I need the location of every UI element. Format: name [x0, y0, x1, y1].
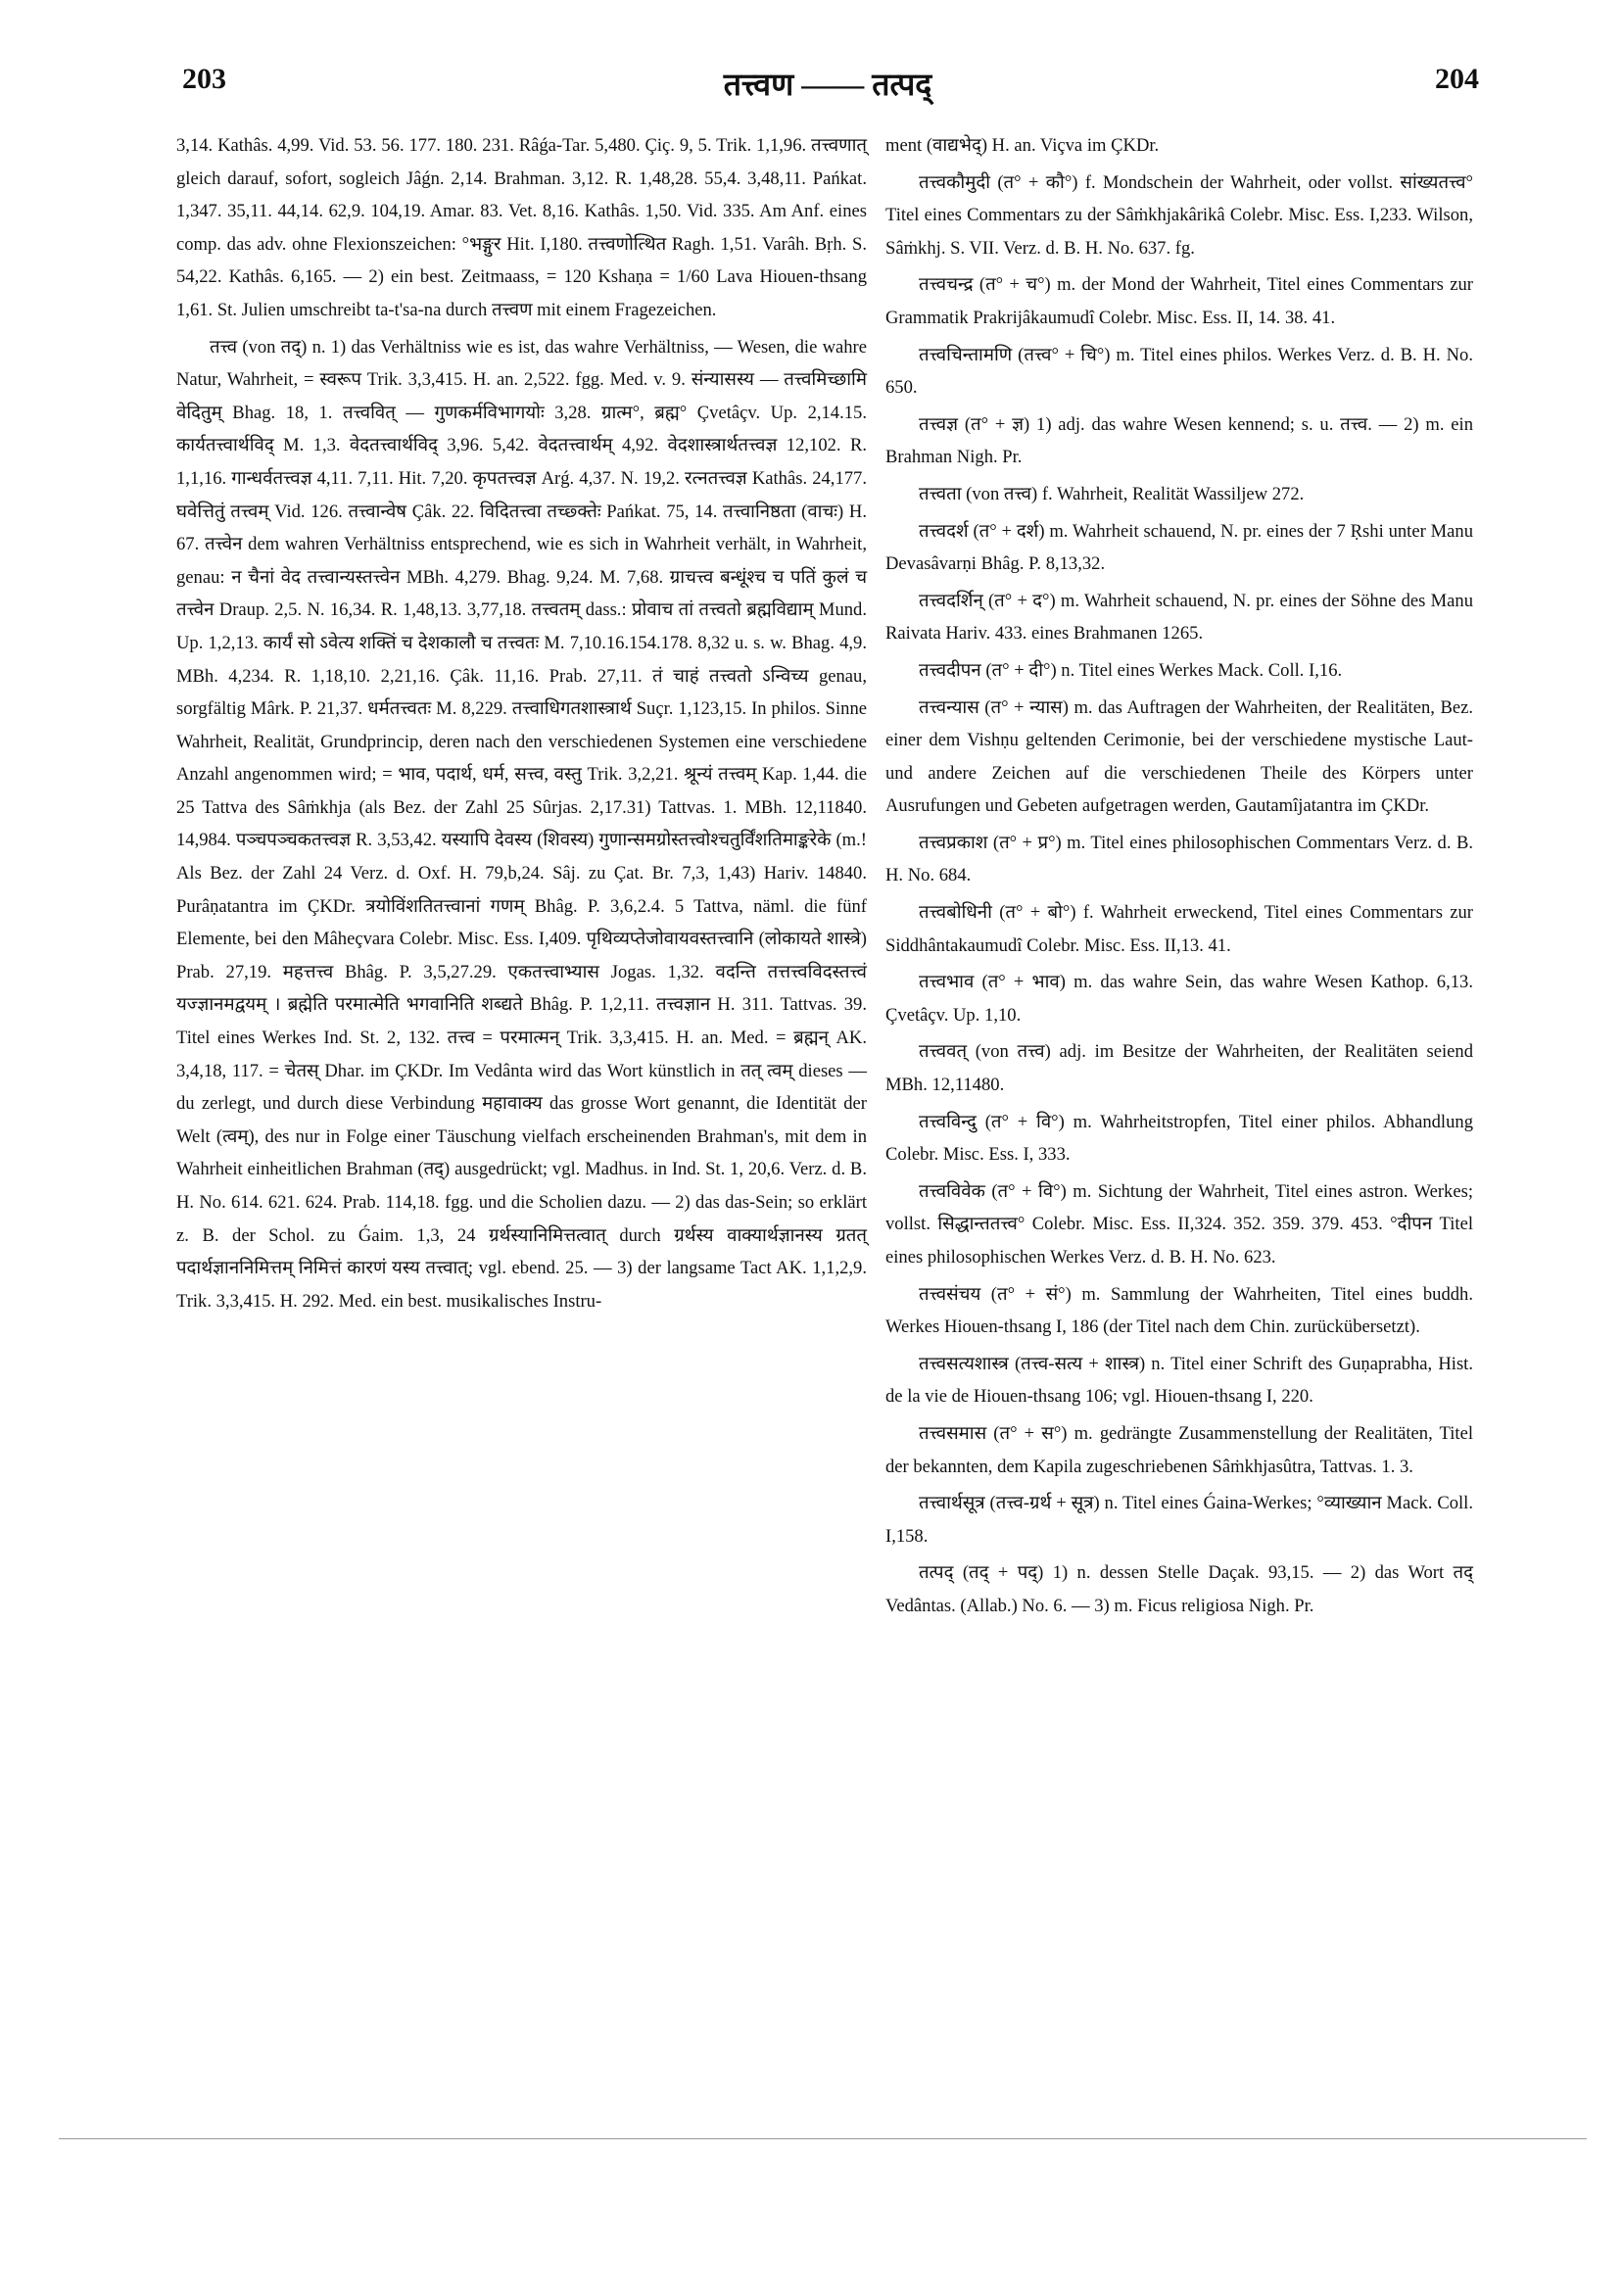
dictionary-entry: तत्त्वार्थसूत्र (तत्त्व-ग्रर्थ + सूत्र) n. Titel eines Ǵaina-Werkes; °व्याख्यान Mack. Coll. I,158.: [885, 1493, 1473, 1547]
dictionary-entry: तत्त्वसमास (त° + स°) m. gedrängte Zusammenstellung der Realitäten, Titel der bekannten, dem Kapila zugeschriebenen Sâṁkhjasûtra, Tattvas. 1. 3.: [885, 1422, 1473, 1477]
dictionary-entry: तत्त्वचिन्तामणि (तत्त्व° + चि°) m. Titel eines philos. Werkes Verz. d. B. H. No. 650.: [885, 344, 1473, 399]
dictionary-entry: तत्त्वप्रकाश (त° + प्र°) m. Titel eines philosophischen Commentars Verz. d. B. H. No. 684.: [885, 832, 1473, 886]
dictionary-entry: तत्त्वबोधिनी (त° + बो°) f. Wahrheit erweckend, Titel eines Commentars zur Siddhântakaumudî Colebr. Misc. Ess. II,13. 41.: [885, 902, 1473, 956]
dictionary-entry: तत्त्वन्यास (त° + न्यास) m. das Auftragen der Wahrheiten, der Realitäten, Bez. einer dem Vishṇu geltenden Cerimonie, bei der verschiedene mystische Laut- und andere Zeichen auf die verschiedenen Theile des Körpers unter Ausrufungen und Gebeten aufgetragen werden, Gautamîjatantra im ÇKDr.: [885, 696, 1473, 817]
dictionary-entry: तत्त्वविन्दु (त° + वि°) m. Wahrheitstropfen, Titel einer philos. Abhandlung Colebr. Misc. Ess. I, 333.: [885, 1111, 1473, 1166]
footer-rule: [59, 2138, 1587, 2139]
left-column: [176, 129, 867, 1321]
dictionary-entry: तत्पद् (तद् + पद्) 1) n. dessen Stelle Daçak. 93,15. — 2) das Wort तद् Vedântas. (Allab.) No. 6. — 3) m. Ficus religiosa Nigh. Pr.: [885, 1562, 1473, 1616]
dictionary-entry: तत्त्वता (von तत्त्व) f. Wahrheit, Realität Wassiljew 272.: [919, 483, 1305, 504]
page-header: [176, 63, 1479, 112]
entry-continuation: 3,14. Kathâs. 4,99. Vid. 53. 56. 177. 180. 231. Râǵa-Tar. 5,480. Çiç. 9, 5. Trik. 1,1,96. तत्त्वणात् gleich darauf, sofort, sogleich Jâǵn. 2,14. Brahman. 3,12. R. 1,48,28. 55,4. 3,48,11. Pańkat. 1,347. 35,11. 44,14. 62,9. 104,19. Amar. 83. Vet. 8,16. Kathâs. 1,50. Vid. 335. Am Anf. eines comp. das adv. ohne Flexionszeichen: °भङ्गुर Hit. I,180. तत्त्वणोत्थित Ragh. 1,51. Varâh. Bṛh. S. 54,22. Kathâs. 6,165. — 2) ein best. Zeitmaass, = 120 Kshaṇa = 1/60 Lava Hiouen-thsang 1,61. St. Julien umschreibt ta-t'sa-na durch तत्त्वण mit einem Fragezeichen.: [176, 135, 867, 320]
dictionary-entry: तत्त्वकौमुदी (त° + कौ°) f. Mondschein der Wahrheit, oder vollst. सांख्यतत्त्व° Titel eines Commentars zu der Sâṁkhjakârikâ Colebr. Misc. Ess. I,233. Wilson, Sâṁkhj. S. VII. Verz. d. B. H. No. 637. fg.: [885, 171, 1473, 259]
right-column: [885, 129, 1473, 1627]
dictionary-entry: तत्त्वदर्श (त° + दर्श) m. Wahrheit schauend, N. pr. eines der 7 Ṛshi unter Manu Devasâvarṇi Bhâg. P. 8,13,32.: [885, 520, 1473, 575]
dictionary-entry: तत्त्वसंचय (त° + सं°) m. Sammlung der Wahrheiten, Titel eines buddh. Werkes Hiouen-thsang I, 186 (der Titel nach dem Chin. zurückübersetzt).: [885, 1283, 1473, 1338]
dictionary-entry: तत्त्व (von तद्) n. 1) das Verhältniss wie es ist, das wahre Verhältniss, — Wesen, die wahre Natur, Wahrheit, = स्वरूप Trik. 3,3,415. H. an. 2,522. fgg. Med. v. 9. संन्यासस्य — तत्त्वमिच्छामि वेदितुम् Bhag. 18, 1. तत्त्ववित् — गुणकर्मविभागयोः 3,28. ग्रात्म°, ब्रह्म° Çvetâçv. Up. 2,14.15. कार्यतत्त्वार्थविद् M. 1,3. वेदतत्त्वार्थविद् 3,96. 5,42. वेदतत्त्वार्थम् 4,92. वेदशास्त्रार्थतत्त्वज्ञ 12,102. R. 1,1,16. गान्धर्वतत्त्वज्ञ 4,11. 7,11. Hit. 7,20. कृपतत्त्वज्ञ Arǵ. 4,37. N. 19,2. रत्नतत्त्वज्ञ Kathâs. 24,177. घवेत्तितुं तत्त्वम् Vid. 126. तत्त्वान्वेष Çâk. 22. विदितत्त्वा तच्छ्क्तेः Pańkat. 75, 14. तत्त्वानिष्ठता (वाचः) H. 67. तत्त्वेन dem wahren Verhältniss entsprechend, wie es sich in Wahrheit verhält, in Wahrheit, genau: न चैनां वेद तत्त्वान्यस्तत्त्वेन MBh. 4,279. Bhag. 9,24. M. 7,68. ग्राचत्त्व बन्धूंश्च च पतिं कुलं च तत्त्वेन Draup. 2,5. N. 16,34. R. 1,48,13. 3,77,18. तत्त्वतम् dass.: प्रोवाच तां तत्त्वतो ब्रह्मविद्याम् Mund. Up. 1,2,13. कार्यं सो ऽवेत्य शक्तिं च देशकालौ च तत्त्वतः M. 7,10.16.154.178. 8,32 u. s. w. Bhag. 4,9. MBh. 4,234. R. 1,18,10. 2,21,16. Çâk. 11,16. Prab. 27,11. तं चाहं तत्त्वतो ऽन्विच्य genau, sorgfältig Mârk. P. 21,37. धर्मतत्त्वतः M. 8,229. तत्त्वाधिगतशास्त्रार्थ Suçr. 1,123,15. In philos. Sinne Wahrheit, Realität, Grundprincip, deren nach den verschiedenen Systemen eine verschiedene Anzahl angenommen wird; = भाव, पदार्थ, धर्म, सत्त्व, वस्तु Trik. 3,2,21. श्रून्यं तत्त्वम् Kap. 1,44. die 25 Tattva des Sâṁkhja (als Bez. der Zahl 25 Sûrjas. 2,17.31) Tattvas. 1. MBh. 12,11840. 14,984. पञ्चपञ्चकतत्त्वज्ञ R. 3,53,42. यस्यापि देवस्य (शिवस्य) गुणान्समग्रोस्तत्त्वोश्चतुर्विंशतिमाङ्करेके (m.! Als Bez. der Zahl 24 Verz. d. Oxf. H. 79,b,24. Sâj. zu Çat. Br. 7,3, 1,43) Hariv. 14840. Purâṇatantra im ÇKDr. त्रयोविंशतितत्त्वानां गणम् Bhâg. P. 3,6,2.4. 5 Tattva, näml. die fünf Elemente, bei den Mâheçvara Colebr. Misc. Ess. I,409. पृथिव्यप्तेजोवायवस्तत्त्वानि (लोकायते शास्त्रे) Prab. 27,19. महत्तत्त्व Bhâg. P. 3,5,27.29. एकतत्त्वाभ्यास Jogas. 1,32. वदन्ति तत्तत्त्वविदस्तत्त्वं यज्ज्ञानमद्वयम् । ब्रह्मेति परमात्मेति भगवानिति शब्द्यते Bhâg. P. 1,2,11. तत्त्वज्ञान H. 311. Tattvas. 39. Titel eines Werkes Ind. St. 2, 132. तत्त्व = परमात्मन् Trik. 3,3,415. H. an. Med. = ब्रह्मन् AK. 3,4,18, 117. = चेतस् Dhar. im ÇKDr. Im Vedânta wird das Wort künstlich in तत् त्वम् dieses — du zerlegt, und durch diese Verbindung महावाक्य das grosse Wort genannt, die Identität der Welt (त्वम्), des nur in Folge einer Täuschung vielfach erscheinenden Brahman's, mit dem in Wahrheit einheitlichen Brahman (तद्) ausgedrückt; vgl. Madhus. in Ind. St. 1, 20,6. Verz. d. B. H. No. 614. 621. 624. Prab. 114,18. fgg. und die Scholien dazu. — 2) das das-Sein; so erklärt z. B. der Schol. zu Ǵaim. 1,3, 24 ग्रर्थस्यानिमित्तत्वात् durch ग्रर्थस्य वाक्यार्थज्ञानस्य ग्रतत् पदार्थज्ञाननिमित्तम् निमित्तं कारणं यस्य तत्त्वात्; vgl. ebend. 25. — 3) der langsame Tact AK. 1,1,2,9. Trik. 3,3,415. H. 292. Med. ein best. musikalisches Instru-: [176, 336, 867, 1312]
dictionary-entry: तत्त्ववत् (von तत्त्व) adj. im Besitze der Wahrheiten, der Realitäten seiend MBh. 12,11480.: [885, 1041, 1473, 1096]
dictionary-entry: तत्त्वसत्यशास्त्र (तत्त्व-सत्य + शास्त्र) n. Titel einer Schrift des Guṇaprabha, Hist. de la vie de Hiouen-thsang 106; vgl. Hiouen-thsang I, 220.: [885, 1353, 1473, 1408]
left-page-number: 203: [182, 63, 226, 95]
right-page-number: 204: [1435, 63, 1479, 95]
entry-continuation: ment (वाद्यभेद्) H. an. Viçva im ÇKDr.: [885, 135, 1160, 156]
dictionary-entry: तत्त्वदीपन (त° + दी°) n. Titel eines Werkes Mack. Coll. I,16.: [919, 659, 1343, 681]
dictionary-entry: तत्त्वभाव (त° + भाव) m. das wahre Sein, das wahre Wesen Kathop. 6,13. Çvetâçv. Up. 1,10.: [885, 972, 1473, 1026]
dictionary-entry: तत्त्वविवेक (त° + वि°) m. Sichtung der Wahrheit, Titel eines astron. Werkes; vollst. सिद्धान्ततत्त्व° Colebr. Misc. Ess. II,324. 352. 359. 379. 453. °दीपन Titel eines philosophischen Werkes Verz. d. B. H. No. 623.: [885, 1180, 1473, 1268]
running-head: तत्त्वण —— तत्पद्: [723, 67, 932, 102]
dictionary-entry: तत्त्वचन्द्र (त° + च°) m. der Mond der Wahrheit, Titel eines Commentars zur Grammatik Prakrijâkaumudî Colebr. Misc. Ess. II, 14. 38. 41.: [885, 274, 1473, 328]
dictionary-entry: तत्त्वज्ञ (त° + ज्ञ) 1) adj. das wahre Wesen kennend; s. u. तत्त्व. — 2) m. ein Brahman Nigh. Pr.: [885, 413, 1473, 468]
dictionary-entry: तत्त्वदर्शिन् (त° + द°) m. Wahrheit schauend, N. pr. eines der Söhne des Manu Raivata Hariv. 433. eines Brahmanen 1265.: [885, 590, 1473, 645]
